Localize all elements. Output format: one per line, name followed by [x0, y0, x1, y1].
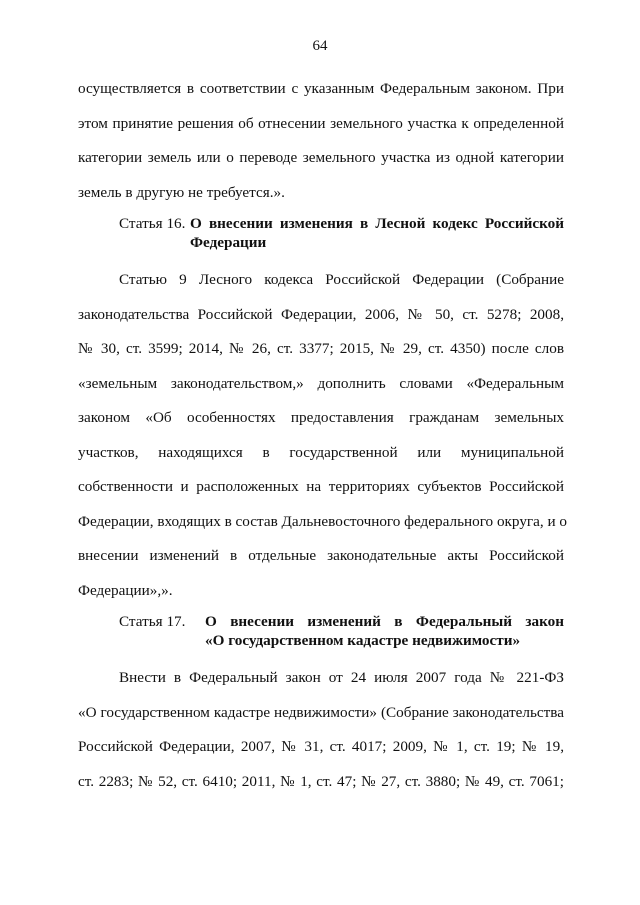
text-line: собственности и расположенных на территориях субъектов Российской	[78, 478, 564, 495]
title-line: Федерации	[190, 234, 267, 251]
article-16-title	[190, 214, 564, 252]
text-line: категории земель или о переводе земельного участка из одной категории	[78, 149, 564, 166]
title-line: О внесении изменений в Федеральный закон	[205, 613, 564, 630]
text-line: законом «Об особенностях предоставления гражданам земельных	[78, 409, 564, 426]
text-line: Российской Федерации, 2007, № 31, ст. 4017; 2009, № 1, ст. 19; № 19,	[78, 738, 564, 755]
text-line: Федерации, входящих в состав Дальневосточного федерального округа, и о	[78, 512, 567, 530]
text-line: законодательства Российской Федерации, 2006, № 50, ст. 5278; 2008,	[78, 305, 564, 323]
text-line: участков, находящихся в государственной или муниципальной	[78, 443, 564, 461]
text-line: ст. 2283; № 52, ст. 6410; 2011, № 1, ст. 47; № 27, ст. 3880; № 49, ст. 7061;	[78, 772, 564, 790]
text-line: Федерации»,».	[78, 581, 173, 599]
text-line: земель в другую не требуется.».	[78, 183, 285, 201]
title-line: «О государственном кадастре недвижимости»	[205, 632, 521, 649]
title-line: О внесении изменения в Лесной кодекс Российской	[190, 215, 564, 232]
text-line: Внести в Федеральный закон от 24 июля 2007 года № 221-ФЗ	[119, 669, 564, 686]
article-17-body	[78, 661, 564, 799]
article-16-heading	[78, 214, 564, 252]
text-line: внесении изменений в отдельные законодательные акты Российской	[78, 547, 564, 564]
text-line: «О государственном кадастре недвижимости» (Собрание законодательства	[78, 703, 564, 721]
text-line: осуществляется в соответствии с указанным Федеральным законом. При	[78, 80, 564, 97]
article-16-label: Статья 16.	[119, 215, 186, 232]
text-line: «земельным законодательством,» дополнить словами «Федеральным	[78, 374, 564, 392]
page-number: 64	[312, 38, 328, 54]
article-17-heading	[78, 612, 564, 650]
article-16-body	[78, 263, 567, 608]
article-17-label: Статья 17.	[119, 613, 186, 630]
intro-paragraph	[78, 72, 564, 210]
text-line: № 30, ст. 3599; 2014, № 26, ст. 3377; 2015, № 29, ст. 4350) после слов	[78, 340, 564, 357]
article-17-title	[205, 612, 564, 650]
text-line: этом принятие решения об отнесении земельного участка к определенной	[78, 114, 564, 132]
text-line: Статью 9 Лесного кодекса Российской Федерации (Собрание	[119, 271, 564, 288]
document-body	[78, 72, 567, 799]
